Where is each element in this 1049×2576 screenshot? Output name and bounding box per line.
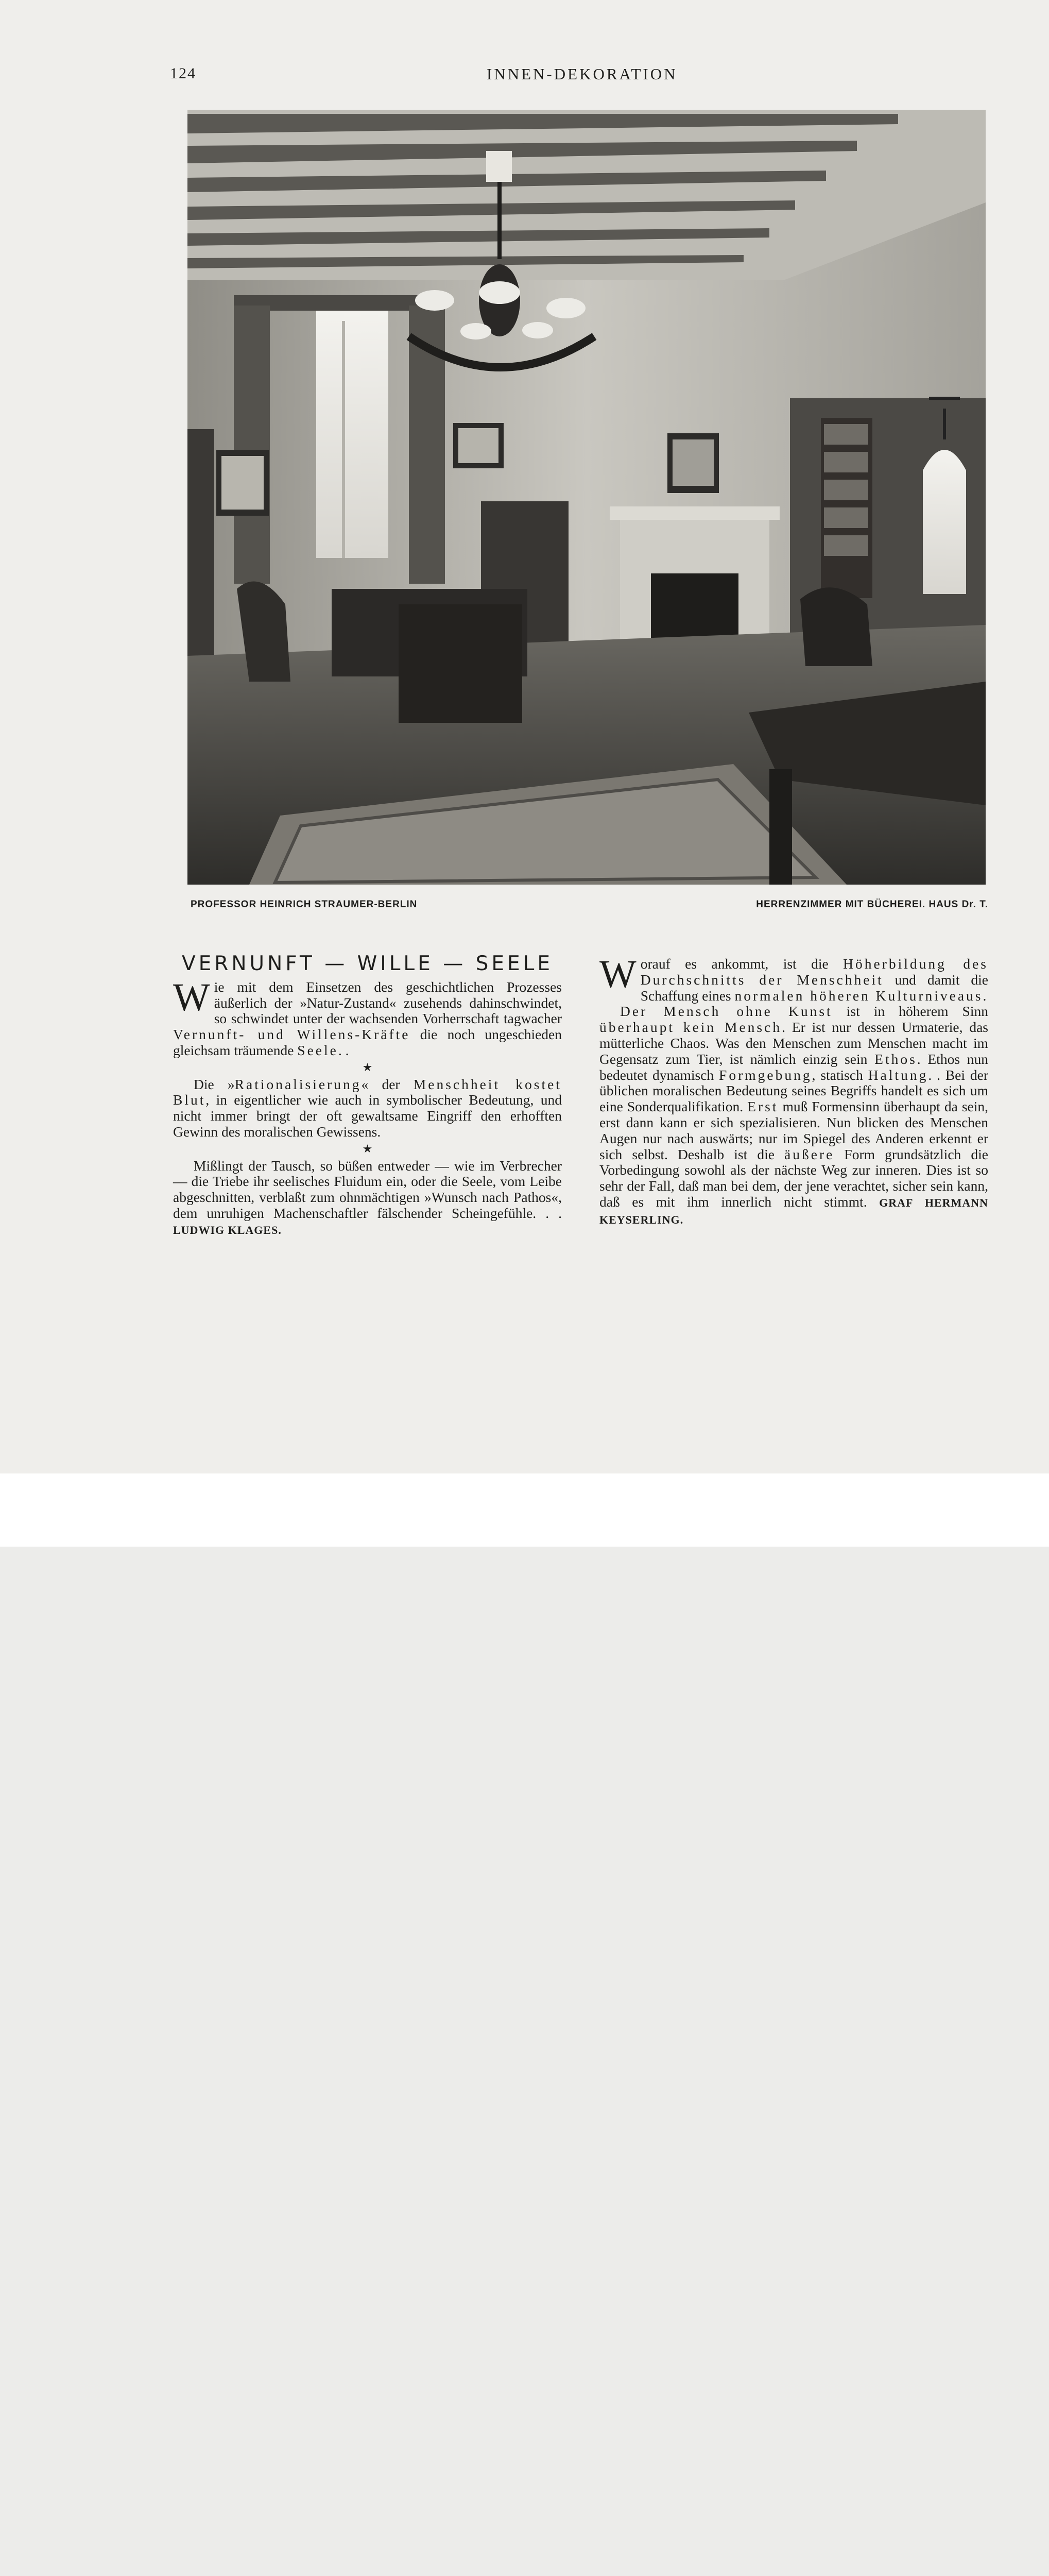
figure-caption-architect: PROFESSOR HEINRICH STRAUMER-BERLIN — [191, 899, 418, 910]
paragraph-klages-2: Die »Rationalisierung« der Menschheit kostet Blut, in eigentlicher wie auch in symbolischer Bedeutung, und nicht immer bringt der oft gewaltsame Eingriff den erhofften Gewinn des moralischen Gewissens. — [173, 1076, 562, 1140]
drop-cap: W — [173, 975, 210, 1019]
running-head — [170, 65, 994, 86]
figure-caption-title: HERRENZIMMER MIT BÜCHEREI. HAUS Dr. T. — [756, 899, 988, 910]
article-column-right — [599, 953, 989, 1228]
digitization-footer — [0, 1473, 1049, 1547]
section-star: ★ — [362, 1060, 373, 1074]
paragraph-keyserling-1: Worauf es ankommt, ist die Höherbildung des Durchschnitts der Menschheit und damit die Schaffung eines normalen höheren Kulturniveaus. — [599, 953, 988, 1004]
interior-photograph — [187, 110, 986, 885]
drop-cap: W — [599, 953, 637, 996]
article-title: VERNUNFT — WILLE — SEELE — [181, 952, 554, 975]
author-klages: LUDWIG KLAGES. — [173, 1223, 282, 1236]
paragraph-klages-3: Mißlingt der Tausch, so büßen entweder — wie im Verbrecher — die Triebe ihr seelisches Fluidum ein, oder die Seele, vom Leibe abgeschnitten, verblaßt zum ohnmächtigen »Wunsch nach Pathos«, dem unruhigen Machenschaftler fälschender Scheingefühle. . . LUDWIG KLAGES. — [173, 1157, 562, 1236]
journal-title: INNEN-DEKORATION — [487, 65, 678, 83]
article-column-left — [173, 952, 562, 1239]
author-keyserling: GRAF HERMANN KEYSERLING. — [599, 1196, 988, 1226]
paragraph-keyserling-2: Der Mensch ohne Kunst ist in höherem Sinn überhaupt kein Mensch. Er ist nur dessen Urmaterie, das mütterliche Chaos. Was den Menschen zum Menschen macht im Gegensatz zum Tier, ist nämlich einzig sein Ethos. Ethos nun bedeutet dynamisch Formgebung, statisch Haltung. . Bei der üblichen moralischen Bedeutung seines Begriffs handelt es sich um eine Sonderqualifikation. Erst muß Formensinn überhaupt da sein, erst dann kann er sich spezialisieren. Nun blicken des Menschen Augen nur nach auswärts; nur im Spiegel des Anderen erkennt er sich selbst. Deshalb ist die äußere Form grundsätzlich die Vorbedingung sowohl als der nächste Weg zur inneren. Dies ist so sehr der Fall, daß man bei dem, der jene verachtet, sicher sein kann, daß es mit ihm innerlich nicht stimmt. GRAF HERMANN KEYSERLING. — [599, 1003, 989, 1226]
section-star: ★ — [362, 1142, 373, 1155]
paragraph-klages-1: Wie mit dem Einsetzen des geschichtlichen Prozesses äußerlich der »Natur-Zustand« zusehends dahinschwindet, so schwindet unter der wachsenden Vorherrschaft tagwacher Vernunft- und Willens-Kräfte die noch ungeschieden gleichsam träumende Seele. . — [173, 975, 562, 1058]
page-number: 124 — [170, 65, 196, 82]
